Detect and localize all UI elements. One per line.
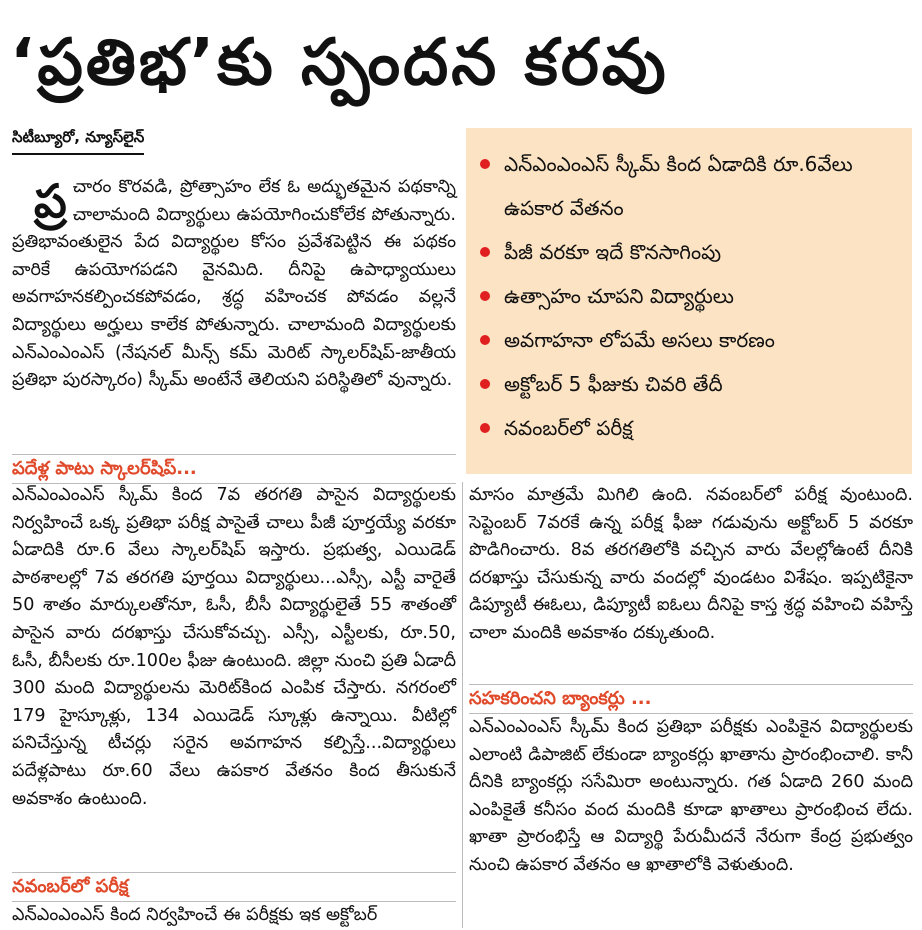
- drop-cap: ప్ర: [34, 174, 67, 228]
- bullet-icon: [480, 247, 490, 257]
- subhead-bankers: సహకరించని బ్యాంకర్లు ...: [469, 684, 913, 714]
- subhead-scholarship-wrap: [12, 454, 456, 484]
- left-body-column: [12, 482, 456, 813]
- column-divider: [462, 482, 463, 928]
- highlight-item: [480, 230, 898, 274]
- bullet-icon: [480, 379, 490, 389]
- highlight-text: అక్టోబర్ 5 ఫీజుకు చివరి తేదీ: [504, 372, 723, 396]
- right-body-column: [469, 482, 913, 648]
- highlight-text: నవంబర్‌లో పరీక్ష: [504, 416, 633, 440]
- article-headline: ‘ప్రతిభ’కు స్పందన కరవు: [10, 26, 669, 100]
- highlight-text: అవగాహనా లోపమే అసలు కారణం: [504, 328, 775, 352]
- highlight-item: [480, 142, 898, 230]
- highlight-item: [480, 274, 898, 318]
- highlight-text: ఉత్సాహం చూపని విద్యార్థులు: [504, 284, 734, 308]
- highlights-box: [466, 128, 912, 474]
- intro-paragraph: చారం కొరవడి, ప్రోత్సాహం లేక ఓ అద్భుతమైన పథకాన్ని చాలామంది విద్యార్థులు ఉపయోగించుకోలేక పోతున్నారు. ప్రతిభావంతులైన పేద విద్యార్థుల కోసం ప్రవేశపెట్టిన ఈ పథకం వారికే ఉపయోగపడని వైనమిది. దీనిపై ఉపాధ్యాయులు అవగాహనకల్పించకపోవడం, శ్రద్ధ వహించక పోవడం వల్లనే విద్యార్థులు అర్హులు కాలేక పోతున్నారు. చాలామంది విద్యార్థులకు ఎన్‌ఎంఎంఎస్ (నేషనల్ మీన్స్ కమ్ మెరిట్ స్కాలర్‌షిప్-జాతీయ ప్రతిభా పురస్కారం) స్కీమ్ అంటేనే తెలియని పరిస్థితిలో వున్నారు.: [12, 177, 456, 391]
- subhead-scholarship: పదేళ్ల పాటు స్కాలర్‌షిప్...: [12, 454, 456, 484]
- subhead-exam: నవంబర్‌లో పరీక్ష: [12, 872, 456, 902]
- bullet-icon: [480, 335, 490, 345]
- highlight-item: [480, 406, 898, 450]
- highlight-text: ఎన్‌ఎంఎంఎస్ స్కీమ్ కింద ఏడాదికి రూ.6వేలు ఉపకార వేతనం: [504, 152, 853, 220]
- highlight-text: పీజీ వరకూ ఇదే కొనసాగింపు: [504, 240, 722, 264]
- highlight-item: [480, 318, 898, 362]
- intro-column: [12, 174, 456, 395]
- highlight-item: [480, 362, 898, 406]
- subhead-exam-wrap: [12, 872, 456, 930]
- bullet-icon: [480, 291, 490, 301]
- bullet-icon: [480, 159, 490, 169]
- left-body-paragraph: ఎన్‌ఎంఎంఎస్ స్కీమ్ కింద 7వ తరగతి పాసైన విద్యార్థులకు నిర్వహించే ఒక్క ప్రతిభా పరీక్ష పాసైతే చాలు పీజీ పూర్తయ్యే వరకూ ఏడాదికి రూ.6 వేలు స్కాలర్‌షిప్ ఇస్తారు. ప్రభుత్వ, ఎయిడెడ్ పాఠశాలల్లో 7వ తరగతి పూర్తయి విద్యార్థులు...ఎస్సీ, ఎస్టీ వారైతే 50 శాతం మార్కులతోనూ, ఓసీ, బీసీ విద్యార్థులైతే 55 శాతంతో పాసైన వారు దరఖాస్తు చేసుకోవచ్చు. ఎస్సీ, ఎస్టీలకు, రూ.50, ఓసీ, బీసీలకు రూ.100ల ఫీజు ఉంటుంది. జిల్లా నుంచి ప్రతి ఏడాదీ 300 మంది విద్యార్థులను మెరిట్‌కింద ఎంపిక చేస్తారు. నగరంలో 179 హైస్కూళ్లు, 134 ఎయిడెడ్ స్కూళ్లు ఉన్నాయి. వీటిల్లో పనిచేస్తున్న టీచర్లు సరైన అవగాహన కల్పిస్తే...విద్యార్థులు పదేళ్లపాటు రూ.60 వేలు ఉపకార వేతనం కింద తీసుకునే అవకాశం ఉంటుంది.: [12, 485, 456, 809]
- right-body-paragraph-1: మాసం మాత్రమే మిగిలి ఉంది. నవంబర్‌లో పరీక్ష వుంటుంది. సెప్టెంబర్ 7వరకే ఉన్న పరీక్ష ఫీజు గడువును అక్టోబర్ 5 వరకూ పొడిగించారు. 8వ తరగతిలోకి వచ్చిన వారు వేలల్లోఉంటే దీనికి దరఖాస్తు చేసుకున్న వారు వందల్లో వుండటం విశేషం. ఇప్పటికైనా డిప్యూటీ ఈఓలు, డిప్యూటీ ఐఓలు దీనిపై కాస్త శ్రద్ధ వహించి వహిస్తే చాలా మందికి అవకాశం దక్కుతుంది.: [469, 485, 913, 643]
- right-body-paragraph-2: ఎన్‌ఎంఎంఎస్ స్కీమ్ కింద ప్రతిభా పరీక్షకు ఎంపికైన విద్యార్థులకు ఎలాంటి డిపాజిట్ లేకుండా బ్యాంకర్లు ఖాతాను ప్రారంభించాలి. కానీ దీనికి బ్యాంకర్లు ససేమిరా అంటున్నారు. గత ఏడాది 260 మంది ఎంపికైతే కనీసం వంద మందికి కూడా ఖాతాలు ప్రారంభించ లేదు. ఖాతా ప్రారంభిస్తే ఆ విద్యార్థి పేరుమీదనే నేరుగా కేంద్ర ప్రభుత్వం నుంచి ఉపకార వేతనం ఆ ఖాతాలోకి వెళుతుంది.: [469, 717, 913, 875]
- left-tail-paragraph: ఎన్‌ఎంఎంఎస్ కింద నిర్వహించే ఈ పరీక్షకు ఇక అక్టోబర్: [12, 905, 378, 925]
- bullet-icon: [480, 423, 490, 433]
- byline: సిటీబ్యూరో, న్యూస్‌లైన్: [12, 128, 144, 155]
- subhead-bankers-wrap: [469, 684, 913, 880]
